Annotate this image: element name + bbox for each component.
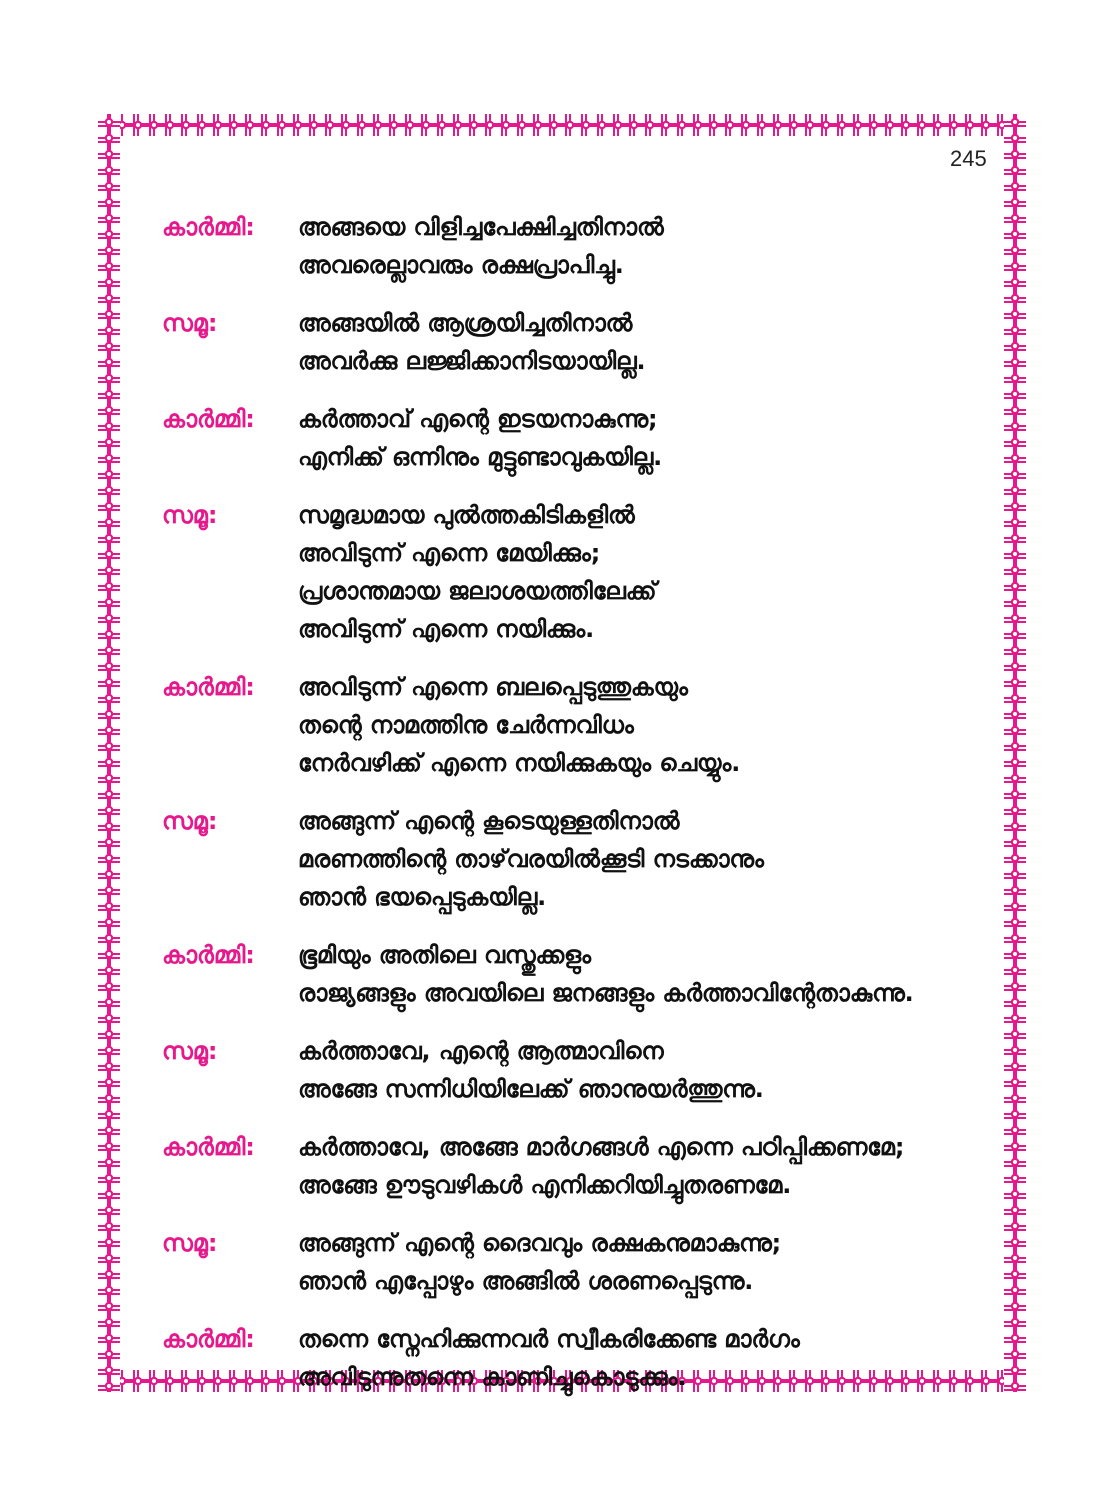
border-left: [98, 114, 120, 1392]
entry: [162, 304, 992, 380]
verse-line: അവിടുന്നുതന്നെ കാണിച്ചുകൊടുക്കും.: [298, 1363, 687, 1391]
verse-line: ഞാൻ ഭയപ്പെടുകയില്ല.: [298, 883, 547, 911]
entry: [162, 1224, 992, 1300]
verse-line: രാജ്യങ്ങളും അവയിലെ ജനങ്ങളും കർത്താവിന്റേതാകുന്നു.: [298, 979, 914, 1007]
entry: [162, 496, 992, 648]
verse-lines: [298, 802, 992, 916]
verse-line: കർത്താവേ, അങ്ങേ മാർഗങ്ങൾ എന്നെ പഠിപ്പിക്കണമേ;: [298, 1133, 905, 1161]
verse-line: അവിടുന്ന് എന്നെ നയിക്കും.: [298, 615, 595, 643]
verse-line: അവിടുന്ന് എന്നെ ബലപ്പെടുത്തുകയും: [298, 673, 688, 701]
speaker-label: സമൂ:: [162, 1037, 218, 1065]
verse-line: എനിക്ക് ഒന്നിനും മുട്ടുണ്ടാവുകയില്ല.: [298, 443, 663, 471]
entry: [162, 936, 992, 1012]
speaker-label: കാർമ്മി:: [162, 941, 255, 969]
verse-lines: [298, 936, 992, 1012]
verse-line: ഞാൻ എപ്പോഴും അങ്ങിൽ ശരണപ്പെടുന്നു.: [298, 1267, 754, 1295]
verse-line: അങ്ങേ സന്നിധിയിലേക്ക് ഞാനുയർത്തുന്നു.: [298, 1075, 764, 1103]
verse-line: അങ്ങുന്ന് എന്റെ ദൈവവും രക്ഷകനുമാകുന്നു;: [298, 1229, 782, 1257]
speaker-label: സമൂ:: [162, 501, 218, 529]
entry: [162, 668, 992, 782]
page-number: 245: [950, 146, 987, 171]
entry: [162, 208, 992, 284]
verse-lines: [298, 400, 992, 476]
speaker-label: കാർമ്മി:: [162, 673, 255, 701]
verse-line: തന്നെ സ്നേഹിക്കുന്നവർ സ്വീകരിക്കേണ്ട മാർഗം: [298, 1325, 800, 1353]
entry: [162, 400, 992, 476]
verse-line: കർത്താവ് എന്റെ ഇടയനാകുന്നു;: [298, 405, 658, 433]
verse-line: അങ്ങയിൽ ആശ്രയിച്ചതിനാൽ: [298, 309, 633, 337]
verse-line: അങ്ങുന്ന് എന്റെ കൂടെയുള്ളതിനാൽ: [298, 807, 680, 835]
verse-line: മരണത്തിന്റെ താഴ്‌വരയിൽക്കൂടി നടക്കാനും: [298, 845, 764, 873]
verse-lines: [298, 208, 992, 284]
speaker-label: കാർമ്മി:: [162, 213, 255, 241]
entry: [162, 1128, 992, 1204]
responsorial-text: [162, 208, 992, 1416]
verse-line: അങ്ങേ ഊടുവഴികൾ എനിക്കറിയിച്ചുതരണമേ.: [298, 1171, 792, 1199]
verse-lines: [298, 1320, 992, 1396]
speaker-label: സമൂ:: [162, 309, 218, 337]
verse-line: ഭൂമിയും അതിലെ വസ്തുക്കളും: [298, 941, 591, 969]
speaker-label: സമൂ:: [162, 1229, 218, 1257]
verse-line: അവിടുന്ന് എന്നെ മേയിക്കും;: [298, 539, 601, 567]
entry: [162, 802, 992, 916]
verse-lines: [298, 1128, 992, 1204]
verse-lines: [298, 1032, 992, 1108]
entry: [162, 1032, 992, 1108]
verse-line: സമൃദ്ധമായ പുൽത്തകിടികളിൽ: [298, 501, 635, 529]
verse-lines: [298, 1224, 992, 1300]
verse-line: പ്രശാന്തമായ ജലാശയത്തിലേക്ക്: [298, 577, 657, 605]
verse-lines: [298, 668, 992, 782]
speaker-label: കാർമ്മി:: [162, 1325, 255, 1353]
entry: [162, 1320, 992, 1396]
verse-line: കർത്താവേ, എന്റെ ആത്മാവിനെ: [298, 1037, 664, 1065]
speaker-label: കാർമ്മി:: [162, 1133, 255, 1161]
border-right: [1004, 114, 1026, 1392]
verse-line: തന്റെ നാമത്തിനു ചേർന്നവിധം: [298, 711, 634, 739]
speaker-label: കാർമ്മി:: [162, 405, 255, 433]
verse-line: അങ്ങയെ വിളിച്ചപേക്ഷിച്ചതിനാൽ: [298, 213, 664, 241]
verse-lines: [298, 496, 992, 648]
verse-line: നേർവഴിക്ക് എന്നെ നയിക്കുകയും ചെയ്യും.: [298, 749, 741, 777]
verse-line: അവരെല്ലാവരും രക്ഷപ്രാപിച്ചു.: [298, 251, 624, 279]
speaker-label: സമൂ:: [162, 807, 218, 835]
verse-lines: [298, 304, 992, 380]
verse-line: അവർക്കു ലജ്ജിക്കാനിടയായില്ല.: [298, 347, 646, 375]
border-top: [98, 114, 1026, 136]
